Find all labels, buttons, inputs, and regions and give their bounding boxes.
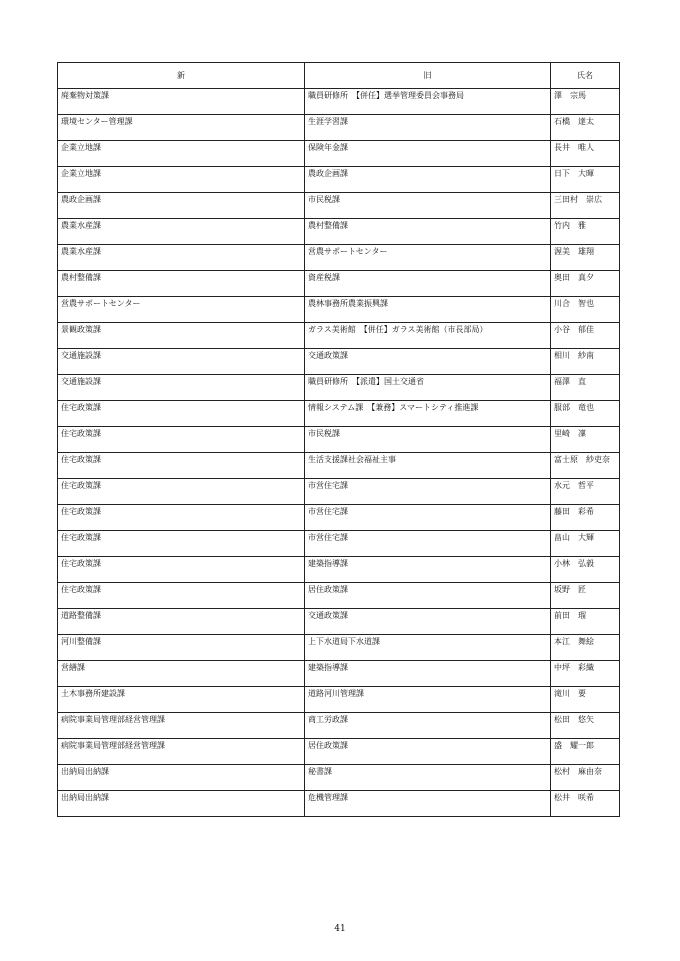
cell-person-name: 里崎 凜	[551, 427, 620, 453]
cell-new-department: 廃棄物対策課	[58, 89, 305, 115]
cell-new-department: 出納局出納課	[58, 791, 305, 817]
table-row	[58, 115, 620, 141]
cell-new-department: 住宅政策課	[58, 505, 305, 531]
cell-person-name: 松井 咲希	[551, 791, 620, 817]
cell-old-department: 上下水道局下水道課	[305, 635, 551, 661]
table-row	[58, 375, 620, 401]
table-row	[58, 219, 620, 245]
cell-old-department: 居住政策課	[305, 739, 551, 765]
cell-old-department: 市民税課	[305, 193, 551, 219]
cell-old-department: 資産税課	[305, 271, 551, 297]
table-row	[58, 791, 620, 817]
table-row	[58, 349, 620, 375]
cell-old-department: 農村整備課	[305, 219, 551, 245]
table-row	[58, 505, 620, 531]
table-row	[58, 427, 620, 453]
table-row	[58, 453, 620, 479]
table-row	[58, 609, 620, 635]
cell-person-name: 相川 紗南	[551, 349, 620, 375]
cell-new-department: 農業水産課	[58, 219, 305, 245]
header-old: 旧	[305, 63, 551, 89]
cell-person-name: 前田 瑠	[551, 609, 620, 635]
cell-old-department: 営農サポートセンター	[305, 245, 551, 271]
cell-new-department: 土木事務所建設課	[58, 687, 305, 713]
cell-old-department: 秘書課	[305, 765, 551, 791]
cell-person-name: 本江 舞絵	[551, 635, 620, 661]
cell-person-name: 福澤 直	[551, 375, 620, 401]
cell-old-department: 市営住宅課	[305, 505, 551, 531]
cell-person-name: 小林 弘毅	[551, 557, 620, 583]
cell-old-department: 職員研修所 【派遣】国土交通省	[305, 375, 551, 401]
cell-new-department: 住宅政策課	[58, 401, 305, 427]
cell-old-department: 生涯学習課	[305, 115, 551, 141]
table-row	[58, 401, 620, 427]
cell-person-name: 盛 耀一郎	[551, 739, 620, 765]
cell-new-department: 住宅政策課	[58, 583, 305, 609]
cell-new-department: 営農サポートセンター	[58, 297, 305, 323]
cell-person-name: 小谷 郁佳	[551, 323, 620, 349]
cell-new-department: 出納局出納課	[58, 765, 305, 791]
table-body	[58, 89, 620, 817]
page-number: 41	[334, 924, 346, 934]
cell-old-department: 市営住宅課	[305, 531, 551, 557]
table-row	[58, 297, 620, 323]
table-row	[58, 635, 620, 661]
cell-person-name: 川合 智也	[551, 297, 620, 323]
cell-person-name: 畠山 大輝	[551, 531, 620, 557]
cell-old-department: 商工労政課	[305, 713, 551, 739]
table-row	[58, 687, 620, 713]
cell-new-department: 住宅政策課	[58, 531, 305, 557]
cell-person-name: 竹内 雅	[551, 219, 620, 245]
personnel-transfer-table	[57, 62, 620, 817]
table-row	[58, 531, 620, 557]
cell-person-name: 中坪 彩織	[551, 661, 620, 687]
cell-person-name: 三田村 崇広	[551, 193, 620, 219]
cell-old-department: 交通政策課	[305, 349, 551, 375]
cell-new-department: 道路整備課	[58, 609, 305, 635]
cell-new-department: 交通施設課	[58, 375, 305, 401]
table-row	[58, 89, 620, 115]
table-row	[58, 167, 620, 193]
table-row	[58, 479, 620, 505]
cell-old-department: 危機管理課	[305, 791, 551, 817]
cell-person-name: 日下 大暉	[551, 167, 620, 193]
cell-person-name: 澤 宗馬	[551, 89, 620, 115]
table-row	[58, 271, 620, 297]
cell-person-name: 滝川 要	[551, 687, 620, 713]
cell-person-name: 奥田 真夕	[551, 271, 620, 297]
cell-old-department: ガラス美術館 【併任】ガラス美術館（市長部局）	[305, 323, 551, 349]
cell-old-department: 道路河川管理課	[305, 687, 551, 713]
cell-new-department: 営繕課	[58, 661, 305, 687]
cell-person-name: 坂野 匠	[551, 583, 620, 609]
header-name: 氏名	[551, 63, 620, 89]
cell-new-department: 住宅政策課	[58, 479, 305, 505]
cell-new-department: 企業立地課	[58, 141, 305, 167]
cell-person-name: 長井 唯人	[551, 141, 620, 167]
cell-old-department: 交通政策課	[305, 609, 551, 635]
cell-old-department: 農政企画課	[305, 167, 551, 193]
cell-person-name: 水元 哲平	[551, 479, 620, 505]
table-row	[58, 557, 620, 583]
cell-new-department: 住宅政策課	[58, 557, 305, 583]
cell-old-department: 農林事務所農業振興課	[305, 297, 551, 323]
table-row	[58, 583, 620, 609]
cell-person-name: 藤田 彩希	[551, 505, 620, 531]
cell-old-department: 市民税課	[305, 427, 551, 453]
cell-new-department: 住宅政策課	[58, 427, 305, 453]
table-row	[58, 193, 620, 219]
table-row	[58, 765, 620, 791]
table-row	[58, 141, 620, 167]
cell-person-name: 松田 悠矢	[551, 713, 620, 739]
cell-person-name: 富士原 紗吏奈	[551, 453, 620, 479]
cell-new-department: 病院事業局管理部経営管理課	[58, 739, 305, 765]
cell-person-name: 石橋 達太	[551, 115, 620, 141]
table-row	[58, 739, 620, 765]
cell-new-department: 河川整備課	[58, 635, 305, 661]
cell-new-department: 病院事業局管理部経営管理課	[58, 713, 305, 739]
cell-new-department: 農政企画課	[58, 193, 305, 219]
cell-old-department: 保険年金課	[305, 141, 551, 167]
header-new: 新	[58, 63, 305, 89]
table-row	[58, 323, 620, 349]
table-row	[58, 661, 620, 687]
cell-person-name: 服部 竜也	[551, 401, 620, 427]
cell-new-department: 景観政策課	[58, 323, 305, 349]
cell-old-department: 情報システム課 【兼務】スマートシティ推進課	[305, 401, 551, 427]
cell-old-department: 建築指導課	[305, 661, 551, 687]
cell-old-department: 生活支援課社会福祉主事	[305, 453, 551, 479]
cell-old-department: 建築指導課	[305, 557, 551, 583]
cell-old-department: 居住政策課	[305, 583, 551, 609]
cell-new-department: 企業立地課	[58, 167, 305, 193]
cell-new-department: 農業水産課	[58, 245, 305, 271]
cell-new-department: 農村整備課	[58, 271, 305, 297]
cell-new-department: 環境センター管理課	[58, 115, 305, 141]
table-header-row	[58, 63, 620, 89]
cell-new-department: 交通施設課	[58, 349, 305, 375]
cell-new-department: 住宅政策課	[58, 453, 305, 479]
cell-person-name: 渥美 雄翔	[551, 245, 620, 271]
cell-person-name: 松村 麻由奈	[551, 765, 620, 791]
cell-old-department: 市営住宅課	[305, 479, 551, 505]
cell-old-department: 職員研修所 【併任】選挙管理委員会事務局	[305, 89, 551, 115]
table-row	[58, 713, 620, 739]
table-row	[58, 245, 620, 271]
